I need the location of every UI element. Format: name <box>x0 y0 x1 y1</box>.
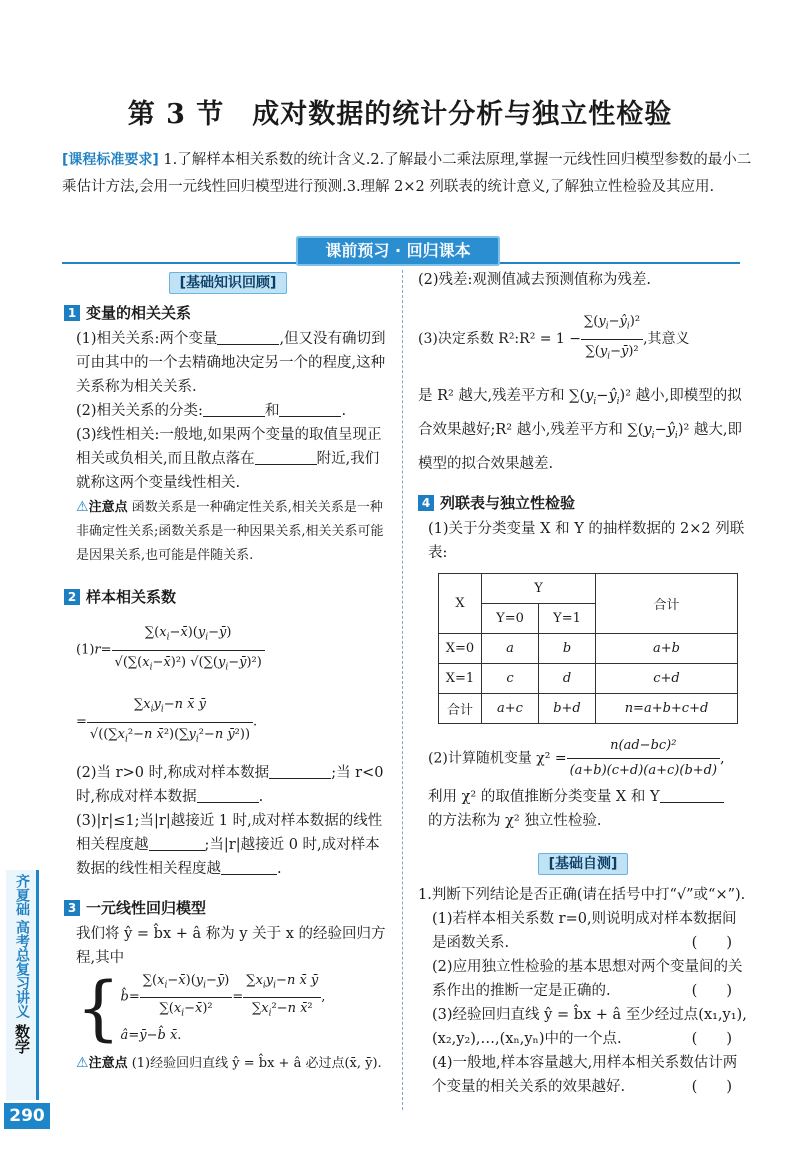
section-title: 样本相关系数 <box>86 588 177 606</box>
r2-formula: (3)决定系数 R²:R² = 1 − $\frac{\sum(y_i-ŷ_i)^2}{\sum(y_i-ȳ)^2}$ ,其意义 <box>418 310 748 368</box>
formula-b-hat: { b̂= $\frac{\sum(x_i-x̄)(y_i-ȳ)}{\sum(x_i-x̄)^2}$ = $\frac{\sum x_iy_i-n x̄ ȳ}{\sum x_i^2-n x̄^2}$ , â=ȳ−b̂ x̄. <box>76 967 326 1050</box>
column-divider <box>402 270 403 1110</box>
s1-note: ⚠注意点 函数关系是一种确定性关系,相关关系是一种非确定性关系;函数关系是一种因果关系,相关关系可能是因果关系,也可能是伴随关系. <box>76 499 384 563</box>
table-row: 合计 a+c b+d n=a+b+c+d <box>439 693 738 723</box>
section-heading-3 <box>64 897 392 918</box>
question-item: (2)应用独立性检验的基本思想对两个变量间的关系作出的推断一定是正确的. ( ) <box>418 955 748 1003</box>
section-heading-1 <box>64 302 392 323</box>
self-test-tag: [基础自测] <box>538 853 629 875</box>
fill-blank[interactable] <box>660 788 724 803</box>
section-heading-4 <box>418 492 748 513</box>
fill-blank[interactable] <box>203 402 265 417</box>
answer-bracket[interactable]: ( ) <box>691 934 732 951</box>
warning-icon: ⚠ <box>76 499 89 515</box>
s2-p2: (2)当 r>0 时,称成对样本数据 ;当 r<0 时,称成对样本数据 . <box>76 765 384 806</box>
question-item: (3)经验回归直线 ŷ = b̂x + â 至少经过点(x₁,y₁),(x₂,y₂),…,(xₙ,yₙ)中的一个点. ( ) <box>418 1003 748 1051</box>
table-row: X=1 c d c+d <box>439 663 738 693</box>
question-item: (4)一般地,样本容量越大,用样本相关系数估计两个变量的相关关系的效果越好. ( ) <box>418 1051 748 1099</box>
question-item: (1)若样本相关系数 r=0,则说明成对样本数据间是函数关系. ( ) <box>418 907 748 955</box>
formula-r: (1)r= $\frac{\sum(x_i-x̄)(y_i-ȳ)}{√(\sum(x_i-x̄)^2) √(\sum(y_i-ȳ)^2)}$ <box>64 621 392 679</box>
r2-meaning: 是 R² 越大,残差平方和 $\sum(y_i-ŷ_i)^2$ 越小,即模型的拟合效果越好;R² 越小,残差平方和 $\sum(y_i-ŷ_i)^2$ 越大,即模型的拟合效果越差. <box>418 388 743 472</box>
answer-bracket[interactable]: ( ) <box>691 1078 732 1095</box>
right-column <box>418 268 748 1099</box>
s4-p1: (1)关于分类变量 X 和 Y 的抽样数据的 2×2 列联表: <box>428 520 745 561</box>
s1-p3: (3)线性相关:一般地,如果两个变量的取值呈现正相关或负相关,而且散点落在 附近,我们就称这两个变量线性相关. <box>76 427 382 491</box>
page-title: 第 3 节 成对数据的统计分析与独立性检验 <box>127 99 673 130</box>
standard-label: [课程标准要求] <box>62 152 159 168</box>
fill-blank[interactable] <box>149 836 205 851</box>
fill-blank[interactable] <box>279 402 341 417</box>
answer-bracket[interactable]: ( ) <box>691 982 732 999</box>
fill-blank[interactable] <box>221 860 277 875</box>
table-row: X=0 a b a+b <box>439 633 738 663</box>
s3-p1: 我们将 ŷ = b̂x + â 称为 y 关于 x 的经验回归方程,其中 <box>76 926 386 967</box>
subject-label: 数学 <box>13 1024 31 1054</box>
fill-blank[interactable] <box>269 764 331 779</box>
section-banner: 课前预习 · 回归课本 <box>296 236 500 266</box>
question-1: 1.判断下列结论是否正确(请在括号中打“√”或“×”). <box>418 886 746 903</box>
residual-def: (2)残差:观测值减去预测值称为残差. <box>418 272 652 288</box>
warning-icon: ⚠ <box>76 1054 89 1071</box>
standard-text: 1.了解样本相关系数的统计含义.2.了解最小二乘法原理,掌握一元线性回归模型参数的最小二乘估计方法,会用一元线性回归模型进行预测.3.理解 2×2 列联表的统计意义,了解独立性检验及其应用. <box>62 152 752 195</box>
s1-p2: (2)相关关系的分类: 和 . <box>76 403 347 419</box>
s4-p3: 利用 χ² 的取值推断分类变量 X 和 Y 的方法称为 χ² 独立性检验. <box>418 785 748 833</box>
section-number: 3 <box>64 900 80 916</box>
book-sidebar <box>6 870 39 1100</box>
brand-name: 齐夏础 <box>14 874 30 916</box>
table-header: Y=1 <box>539 603 596 633</box>
section-title: 列联表与独立性检验 <box>440 493 576 512</box>
fill-blank[interactable] <box>217 330 279 345</box>
basic-knowledge-tag: [基础知识回顾] <box>169 272 288 294</box>
fill-blank[interactable] <box>255 450 317 465</box>
curriculum-standard <box>62 147 752 201</box>
section-title: 一元线性回归模型 <box>86 899 207 918</box>
section-number: 2 <box>64 589 80 605</box>
section-number: 1 <box>64 305 80 321</box>
page-number: 290 <box>4 1103 50 1129</box>
contingency-table <box>438 573 738 724</box>
formula-r-alt: = $\frac{\sum x_iy_i-n x̄ ȳ}{√((\sum x_i^2-n x̄^2)(\sum y_i^2-n ȳ^2))}$ . <box>64 693 392 751</box>
s1-p1: (1)相关关系:两个变量 ,但又没有确切到可由其中的一个去精确地决定另一个的程度,这种关系称为相关关系. <box>76 331 386 395</box>
chi-square-formula: (2)计算随机变量 χ² = $\frac{\text{n(ad−bc)²}}{(a+b)(c+d)(a+c)(b+d)}$ , <box>418 734 748 783</box>
s2-p3: (3)|r|≤1;当|r|越接近 1 时,成对样本数据的线性相关程度越 ;当|r|越接近 0 时,成对样本数据的线性相关程度越 . <box>76 813 383 878</box>
table-header: 合计 <box>596 573 738 633</box>
answer-bracket[interactable]: ( ) <box>691 1030 732 1047</box>
section-number: 4 <box>418 495 434 511</box>
s3-note: ⚠注意点 (1)经验回归直线 ŷ = b̂x + â 必过点(x̄, ȳ). <box>76 1054 382 1071</box>
section-title: 变量的相关关系 <box>86 304 192 322</box>
left-column <box>64 272 392 1076</box>
table-header: Y <box>482 573 596 603</box>
fill-blank[interactable] <box>197 788 259 803</box>
table-header: Y=0 <box>482 603 539 633</box>
section-heading-2 <box>64 586 392 607</box>
table-header: X <box>439 573 482 633</box>
book-title: 高考总复习讲义 <box>14 920 30 1018</box>
